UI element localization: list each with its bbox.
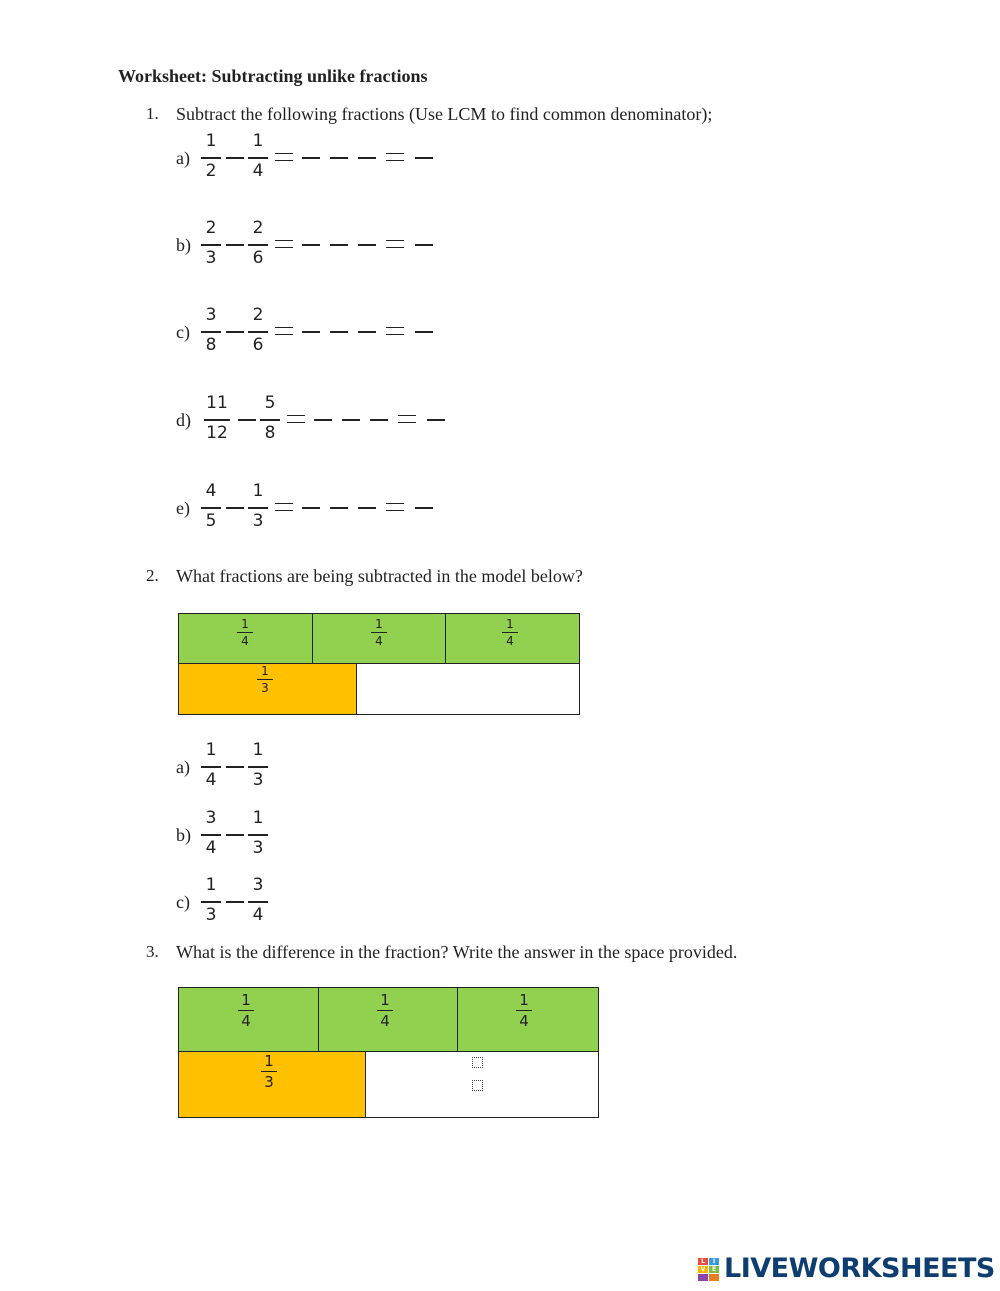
q2-fraction-model xyxy=(178,613,580,715)
q1-text: Subtract the following fractions (Use LCM to find common denominator); xyxy=(176,104,713,124)
answer-blank[interactable] xyxy=(302,331,320,333)
minus-sign xyxy=(226,507,244,509)
item-label: e) xyxy=(176,498,190,518)
minus-sign xyxy=(226,157,244,159)
fraction: 1 4 xyxy=(502,617,518,648)
equals-sign xyxy=(275,240,293,248)
answer-blank[interactable] xyxy=(302,157,320,159)
q2-number: 2. xyxy=(146,566,159,585)
answer-blank[interactable] xyxy=(415,331,433,333)
minus-sign xyxy=(226,244,244,246)
fraction: 1 4 xyxy=(377,991,393,1030)
option-label: b) xyxy=(176,825,191,845)
worksheet-title: Worksheet: Subtracting unlike fractions xyxy=(118,66,428,86)
fraction: 1 4 xyxy=(238,991,254,1030)
third-bar xyxy=(179,1052,366,1117)
denominator-input[interactable] xyxy=(472,1080,483,1091)
fraction: 1 4 xyxy=(237,617,253,648)
equals-sign xyxy=(275,503,293,511)
equals-sign xyxy=(275,153,293,161)
q1-number: 1. xyxy=(146,104,159,123)
logo-icon: L I V E xyxy=(698,1258,720,1282)
answer-blank[interactable] xyxy=(427,419,445,421)
minus-sign xyxy=(226,901,244,903)
minus-sign xyxy=(226,834,244,836)
minus-sign xyxy=(238,419,256,421)
answer-blank[interactable] xyxy=(358,331,376,333)
equals-sign xyxy=(386,153,404,161)
answer-blank[interactable] xyxy=(415,507,433,509)
q3-text: What is the difference in the fraction? Write the answer in the space provided. xyxy=(176,942,738,962)
equals-sign xyxy=(386,503,404,511)
fraction: 1 3 xyxy=(261,1052,277,1091)
answer-blank[interactable] xyxy=(415,244,433,246)
quarter-bar xyxy=(319,988,458,1052)
answer-blank[interactable] xyxy=(358,244,376,246)
answer-area xyxy=(366,1052,598,1117)
answer-blank[interactable] xyxy=(415,157,433,159)
equals-sign xyxy=(398,415,416,423)
q3-fraction-model xyxy=(178,987,599,1118)
quarter-bar xyxy=(446,614,579,664)
q3-number: 3. xyxy=(146,942,159,961)
item-label: d) xyxy=(176,410,191,430)
fraction: 1 4 xyxy=(371,617,387,648)
item-label: a) xyxy=(176,148,190,168)
difference-area xyxy=(357,664,579,714)
quarter-bar xyxy=(179,614,313,664)
equals-sign xyxy=(386,240,404,248)
option-label: a) xyxy=(176,757,190,777)
equals-sign xyxy=(386,327,404,335)
answer-blank[interactable] xyxy=(330,157,348,159)
quarter-bar xyxy=(313,614,446,664)
answer-blank[interactable] xyxy=(358,507,376,509)
quarter-bar xyxy=(458,988,598,1052)
answer-blank[interactable] xyxy=(358,157,376,159)
fraction: 1 3 xyxy=(257,664,273,695)
item-label: b) xyxy=(176,235,191,255)
answer-blank[interactable] xyxy=(330,244,348,246)
answer-blank[interactable] xyxy=(314,419,332,421)
answer-blank[interactable] xyxy=(370,419,388,421)
minus-sign xyxy=(226,766,244,768)
option-label: c) xyxy=(176,892,190,912)
numerator-input[interactable] xyxy=(472,1057,483,1068)
third-bar xyxy=(179,664,357,714)
answer-blank[interactable] xyxy=(302,507,320,509)
brand-name: LIVEWORKSHEETS xyxy=(724,1253,995,1284)
answer-blank[interactable] xyxy=(330,507,348,509)
answer-blank[interactable] xyxy=(342,419,360,421)
answer-blank[interactable] xyxy=(330,331,348,333)
equals-sign xyxy=(275,327,293,335)
fraction: 1 4 xyxy=(516,991,532,1030)
quarter-bar xyxy=(179,988,319,1052)
minus-sign xyxy=(226,331,244,333)
item-label: c) xyxy=(176,322,190,342)
q2-text: What fractions are being subtracted in the model below? xyxy=(176,566,583,586)
equals-sign xyxy=(287,415,305,423)
answer-blank[interactable] xyxy=(302,244,320,246)
